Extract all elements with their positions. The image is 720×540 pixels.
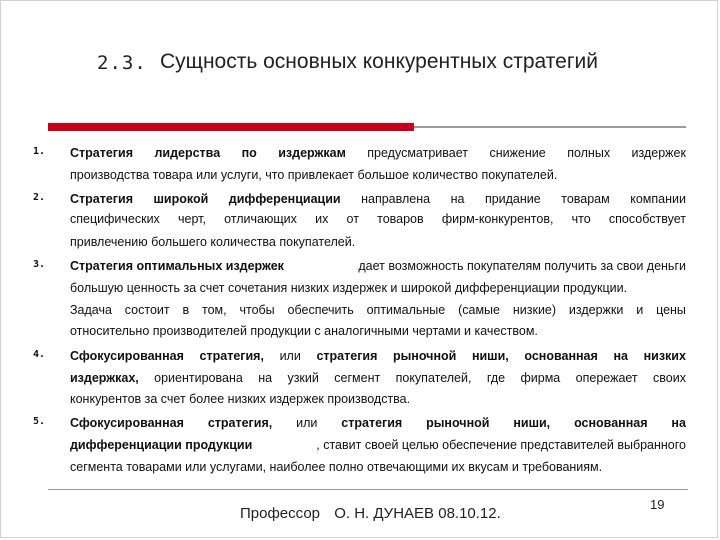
word: стратегия, xyxy=(199,349,264,363)
title-text: Сущность основных конкурентных стратегий xyxy=(160,50,598,73)
word: сегмент xyxy=(334,371,381,385)
author-title: Профессор xyxy=(240,505,321,522)
word: на xyxy=(613,349,628,363)
word: Сфокусированная xyxy=(70,416,184,430)
item-line: привлечению большего количества покупателей. xyxy=(70,235,356,249)
item-line xyxy=(70,302,686,318)
word: на xyxy=(258,371,273,385)
word: (самые xyxy=(458,303,500,317)
word: предусматривает xyxy=(367,146,468,160)
word: по xyxy=(241,146,257,160)
item-marker: 4. xyxy=(33,349,46,360)
item-line: конкурентов за счет более низких издержек производства. xyxy=(70,392,411,406)
word: фирм-конкурентов, xyxy=(441,212,554,226)
word: дифференциации xyxy=(228,192,341,206)
word: оптимальные xyxy=(366,303,446,317)
word: низких xyxy=(643,349,686,363)
word: отличающих xyxy=(224,212,297,226)
word: ниши, xyxy=(471,349,509,363)
item-line: сегмента товарами или услугами, наиболее полно отвечающими их вкусам и требованиям. xyxy=(70,460,603,474)
word: узкий xyxy=(287,371,319,385)
title-rule-gray xyxy=(414,126,686,128)
word: товарам xyxy=(561,192,610,206)
word: в xyxy=(182,303,190,317)
text-run: , ставит своей целью обеспечение представителей выбранного xyxy=(316,438,686,452)
author-name-date: О. Н. ДУНАЕВ 08.10.12. xyxy=(334,505,501,522)
footer-author xyxy=(240,505,501,522)
word: или xyxy=(279,349,301,363)
item-line xyxy=(70,191,686,207)
slide-title xyxy=(0,50,720,80)
word: специфических xyxy=(70,212,160,226)
word: издержках, xyxy=(70,371,139,385)
word: низкие) xyxy=(512,303,557,317)
bold-phrase: Стратегия оптимальных издержек xyxy=(70,259,284,273)
word: Сфокусированная xyxy=(70,349,184,363)
word: лидерства xyxy=(154,146,221,160)
word: от xyxy=(346,212,359,226)
word: рыночной xyxy=(393,349,457,363)
word: обеспечить xyxy=(287,303,354,317)
word: ориентирована xyxy=(154,371,243,385)
item-line xyxy=(70,211,686,227)
word: фирма xyxy=(520,371,561,385)
item-line: большую ценность за счет сочетания низких издержек и широкой дифференциации продукции. xyxy=(70,281,628,295)
word: и xyxy=(636,303,644,317)
word: Стратегия xyxy=(70,146,133,160)
item-line xyxy=(70,348,686,364)
word: придание xyxy=(484,192,541,206)
item-line xyxy=(70,437,686,453)
word: черт, xyxy=(177,212,206,226)
word: где xyxy=(486,371,506,385)
word: или xyxy=(296,416,318,430)
item-marker: 3. xyxy=(33,259,46,270)
word: состоит xyxy=(124,303,170,317)
word: товаров xyxy=(377,212,424,226)
word: опережает xyxy=(575,371,638,385)
item-line: производства товара или услуги, что привлекает большое количество покупателей. xyxy=(70,168,558,182)
word: на xyxy=(450,192,465,206)
word: Стратегия xyxy=(70,192,133,206)
word: издержки xyxy=(568,303,624,317)
word: на xyxy=(671,416,686,430)
word: стратегия, xyxy=(207,416,273,430)
item-line xyxy=(70,145,686,161)
word: издержкам xyxy=(278,146,346,160)
word: цены xyxy=(656,303,686,317)
title-rule-accent xyxy=(48,123,414,131)
page-number: 19 xyxy=(650,497,665,512)
word: их xyxy=(315,212,329,226)
word: своих xyxy=(653,371,686,385)
word: чтобы xyxy=(239,303,275,317)
item-marker: 2. xyxy=(33,192,46,203)
item-marker: 5. xyxy=(33,416,46,427)
item-marker: 1. xyxy=(33,146,46,157)
word: Задача xyxy=(70,303,112,317)
word: компании xyxy=(630,192,686,206)
word: рыночной xyxy=(426,416,490,430)
word: стратегия xyxy=(316,349,378,363)
item-line xyxy=(70,415,686,431)
item-line xyxy=(70,370,686,386)
word: что xyxy=(571,212,591,226)
word: ниши, xyxy=(513,416,551,430)
word: основанная xyxy=(524,349,598,363)
bold-phrase: дифференциации продукции xyxy=(70,438,253,452)
item-line xyxy=(70,258,686,274)
word: стратегия xyxy=(341,416,403,430)
word: покупателей, xyxy=(395,371,472,385)
word: том, xyxy=(202,303,227,317)
section-number: 2.3. xyxy=(97,52,147,74)
item-line: относительно производителей продукции с аналогичными чертами и качеством. xyxy=(70,324,538,338)
word: направлена xyxy=(361,192,431,206)
word: снижение xyxy=(489,146,546,160)
text-run: дает возможность покупателям получить за свои деньги xyxy=(358,259,686,273)
footer-rule xyxy=(48,489,688,490)
word: основанная xyxy=(574,416,648,430)
word: полных xyxy=(567,146,611,160)
word: способствует xyxy=(608,212,686,226)
word: широкой xyxy=(153,192,209,206)
word: издержек xyxy=(631,146,686,160)
